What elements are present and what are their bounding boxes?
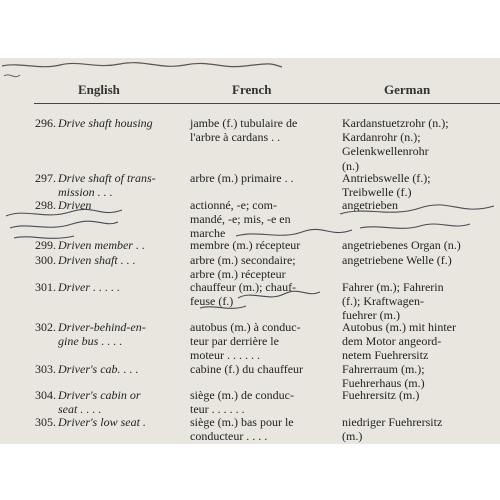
english-term-line: gine bus . . . .: [58, 334, 123, 349]
english-term: [58, 198, 178, 212]
german-term-line: angetriebenes Organ (n.): [342, 238, 461, 252]
french-term-line: arbre (m.) récepteur: [190, 267, 286, 282]
english-term-line: Driver's low seat .: [58, 415, 146, 429]
french-term-line: moteur . . . . . .: [190, 348, 260, 363]
german-term-line: angetriebene Welle (f.): [342, 253, 452, 267]
entry-list: [0, 58, 500, 444]
french-term-line: cabine (f.) du chauffeur: [190, 362, 304, 376]
header-french: French: [232, 82, 272, 97]
english-term: [58, 116, 178, 130]
french-term: [190, 198, 326, 241]
english-term: [58, 320, 178, 348]
english-term-line: Drive shaft housing: [58, 116, 153, 130]
entry-number: 304.: [35, 388, 56, 402]
french-term-line: jambe (f.) tubulaire de: [190, 116, 298, 130]
french-term-line: conducteur . . . .: [190, 429, 268, 444]
french-term: [190, 280, 326, 308]
english-term: [58, 280, 178, 294]
french-term-line: mandé, -e; mis, -e en: [190, 212, 291, 227]
entry-number: 302.: [35, 320, 56, 334]
english-term-line: seat . . . .: [58, 402, 102, 417]
french-term: [190, 171, 326, 185]
french-term: [190, 415, 326, 443]
german-term-line: Fuehrerhaus (m.): [342, 376, 425, 391]
french-term: [190, 238, 326, 252]
entry-number: 303.: [35, 362, 56, 376]
german-term: [342, 320, 500, 363]
entry-number: 300.: [35, 253, 56, 267]
english-term: [58, 171, 178, 199]
entry-number: 305.: [35, 415, 56, 429]
entry-number: 298.: [35, 198, 56, 212]
german-term-line: Fahrer (m.); Fahrerin: [342, 280, 444, 294]
french-term-line: feuse (f.): [190, 294, 234, 309]
english-term-line: mission . . .: [58, 185, 113, 200]
header-german: German: [384, 82, 431, 97]
german-term: [342, 280, 500, 323]
french-term: [190, 388, 326, 416]
english-term-line: Driver . . . . .: [58, 280, 120, 294]
entry-number: 296.: [35, 116, 56, 130]
english-term-line: Driven: [58, 198, 92, 212]
german-term-line: Fahrerraum (m.);: [342, 362, 425, 376]
german-term-line: Kardanstuetzrohr (n.);: [342, 116, 449, 130]
german-term: [342, 415, 500, 443]
french-term-line: marche: [190, 226, 226, 241]
entry-number: 297.: [35, 171, 56, 185]
french-term: [190, 116, 326, 144]
french-term-line: siège (m.) bas pour le: [190, 415, 294, 429]
header-english: English: [78, 82, 120, 97]
english-term-line: Driver's cabin or: [58, 388, 141, 402]
german-term-line: fuehrer (m.): [342, 308, 400, 323]
german-term-line: (f.); Kraftwagen-: [342, 294, 424, 309]
german-term-line: niedriger Fuehrersitz: [342, 415, 443, 429]
german-term-line: Kardanrohr (n.);: [342, 130, 421, 145]
french-term-line: l'arbre à cardans . .: [190, 130, 281, 145]
french-term-line: teur par derrière le: [190, 334, 279, 349]
entry-number: 301.: [35, 280, 56, 294]
french-term-line: siège (m.) de conduc-: [190, 388, 294, 402]
english-term: [58, 388, 178, 416]
german-term-line: angetrieben: [342, 198, 398, 212]
english-term: [58, 415, 178, 429]
german-term-line: dem Motor angeord-: [342, 334, 442, 349]
german-term-line: Gelenkwellenrohr: [342, 144, 429, 159]
german-term: [342, 198, 500, 212]
english-term-line: Drive shaft of trans-: [58, 171, 156, 185]
german-term: [342, 388, 500, 402]
french-term-line: arbre (m.) primaire . .: [190, 171, 294, 185]
german-term: [342, 253, 500, 267]
german-term-line: Autobus (m.) mit hinter: [342, 320, 456, 334]
french-term-line: membre (m.) récepteur: [190, 238, 301, 252]
english-term-line: Driver-behind-en-: [58, 320, 146, 334]
english-term: [58, 253, 178, 267]
german-term-line: (n.): [342, 158, 359, 173]
german-term-line: Fuehrersitz (m.): [342, 388, 420, 402]
english-term-line: Driven member . .: [58, 238, 145, 252]
english-term: [58, 362, 178, 376]
german-term: [342, 116, 500, 173]
french-term-line: actionné, -e; com-: [190, 198, 277, 212]
french-term-line: chauffeur (m.); chauf-: [190, 280, 297, 294]
english-term: [58, 238, 178, 252]
german-term-line: Treibwelle (f.): [342, 185, 412, 200]
german-term-line: netem Fuehrersitz: [342, 348, 429, 363]
french-term-line: arbre (m.) secondaire;: [190, 253, 296, 267]
french-term: [190, 362, 326, 376]
french-term-line: teur . . . . . .: [190, 402, 245, 417]
german-term: [342, 238, 500, 252]
english-term-line: Driver's cab. . . .: [58, 362, 139, 376]
german-term: [342, 171, 500, 199]
german-term-line: (m.): [342, 429, 363, 444]
french-term: [190, 320, 326, 363]
french-term-line: autobus (m.) à conduc-: [190, 320, 301, 334]
dictionary-page: [0, 58, 500, 444]
german-term-line: Antriebswelle (f.);: [342, 171, 431, 185]
german-term: [342, 362, 500, 390]
english-term-line: Driven shaft . . .: [58, 253, 136, 267]
entry-number: 299.: [35, 238, 56, 252]
french-term: [190, 253, 326, 281]
